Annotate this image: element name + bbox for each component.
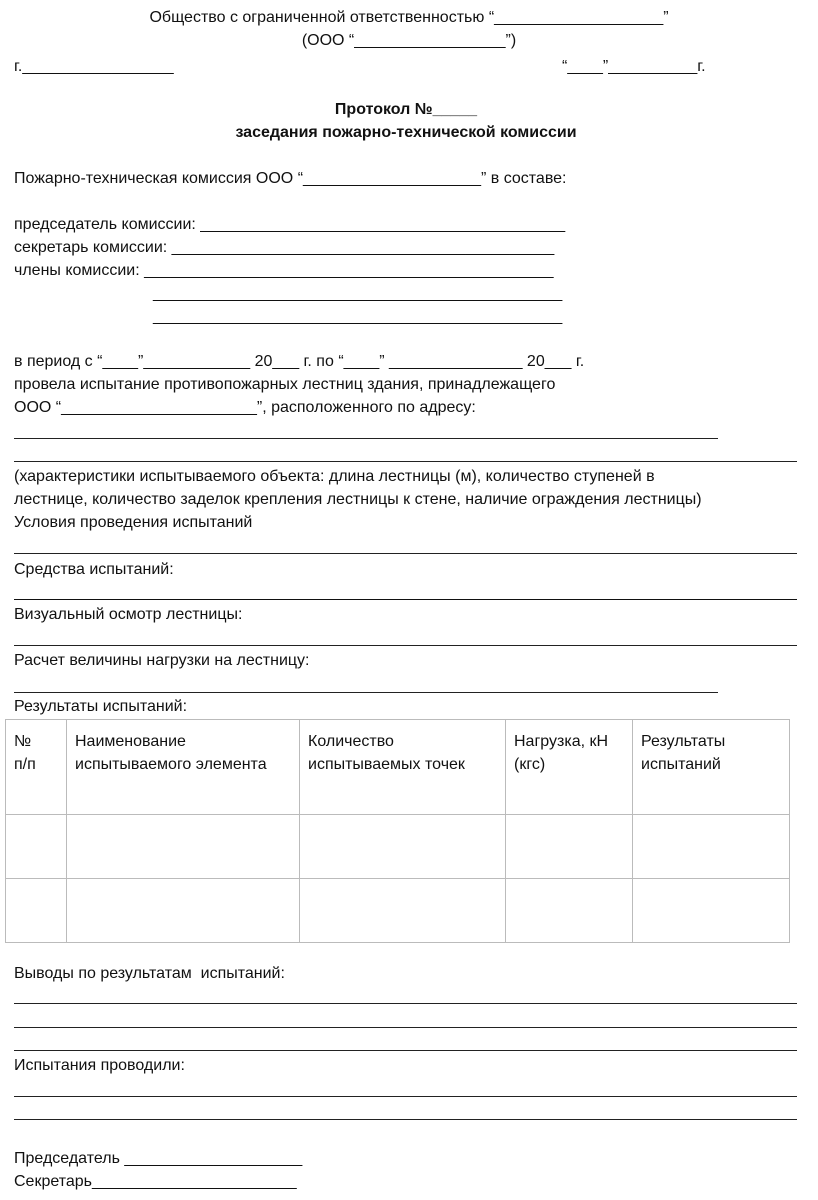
table-cell[interactable] [300, 815, 506, 879]
chairman-line: председатель комиссии: _________________________________________ [14, 216, 566, 233]
table-cell[interactable] [6, 815, 67, 879]
chairman-signature: Председатель ____________________ [14, 1150, 303, 1167]
results-table [5, 719, 790, 943]
results-label: Результаты испытаний: [14, 698, 188, 715]
city-field: г._________________ [14, 58, 174, 75]
table-cell[interactable] [67, 879, 300, 943]
visual-blank-line [14, 645, 797, 646]
table-cell[interactable] [67, 815, 300, 879]
load-blank-line [14, 692, 718, 693]
conclusions-blank-line [14, 1003, 797, 1004]
load-calculation-label: Расчет величины нагрузки на лестницу: [14, 652, 310, 669]
conducted-by-label: Испытания проводили: [14, 1057, 185, 1074]
address-blank-line [14, 438, 718, 439]
conditions-blank-line [14, 553, 797, 554]
table-cell[interactable] [506, 815, 633, 879]
members-line: члены комиссии: ______________________________________________ [14, 262, 554, 279]
secretary-line: секретарь комиссии: ___________________________________________ [14, 239, 555, 256]
column-header-number: № п/п [6, 720, 67, 815]
document-title: Протокол №_____ [334, 101, 478, 118]
table-row [6, 815, 790, 879]
characteristics-note: лестнице, количество заделок крепления лестницы к стене, наличие ограждения лестницы) [14, 491, 702, 508]
means-label: Средства испытаний: [14, 561, 174, 578]
date-field: “____”__________г. [562, 58, 706, 75]
table-cell[interactable] [633, 815, 790, 879]
members-extra-line: ______________________________________________ [153, 308, 563, 325]
characteristics-note: (характеристики испытываемого объекта: длина лестницы (м), количество ступеней в [14, 468, 655, 485]
conditions-label: Условия проведения испытаний [14, 514, 253, 531]
column-header-load: Нагрузка, кН (кгс) [506, 720, 633, 815]
table-header-row [6, 720, 790, 815]
test-description: провела испытание противопожарных лестниц здания, принадлежащего [14, 376, 556, 393]
conducted-blank-line [14, 1096, 797, 1097]
conclusions-blank-line [14, 1027, 797, 1028]
table-cell[interactable] [300, 879, 506, 943]
conclusions-blank-line [14, 1050, 797, 1051]
column-header-element: Наименование испытываемого элемента [67, 720, 300, 815]
members-extra-line: ______________________________________________ [153, 285, 563, 302]
address-blank-line [14, 461, 797, 462]
table-row [6, 879, 790, 943]
period-line: в период с “____”____________ 20___ г. по “____” _______________ 20___ г. [14, 353, 585, 370]
document-subtitle: заседания пожарно-технической комиссии [235, 124, 577, 141]
table-cell[interactable] [6, 879, 67, 943]
organization-short-name: (ООО “_________________”) [301, 32, 517, 49]
commission-intro: Пожарно-техническая комиссия ООО “____________________” в составе: [14, 170, 567, 187]
table-cell[interactable] [633, 879, 790, 943]
address-intro: ООО “______________________”, расположенного по адресу: [14, 399, 476, 416]
organization-name: Общество с ограниченной ответственностью “___________________” [149, 9, 669, 26]
column-header-results: Результаты испытаний [633, 720, 790, 815]
means-blank-line [14, 599, 797, 600]
column-header-points: Количество испытываемых точек [300, 720, 506, 815]
visual-inspection-label: Визуальный осмотр лестницы: [14, 606, 243, 623]
conducted-blank-line [14, 1119, 797, 1120]
conclusions-label: Выводы по результатам испытаний: [14, 965, 285, 982]
table-cell[interactable] [506, 879, 633, 943]
secretary-signature: Секретарь_______________________ [14, 1173, 297, 1190]
